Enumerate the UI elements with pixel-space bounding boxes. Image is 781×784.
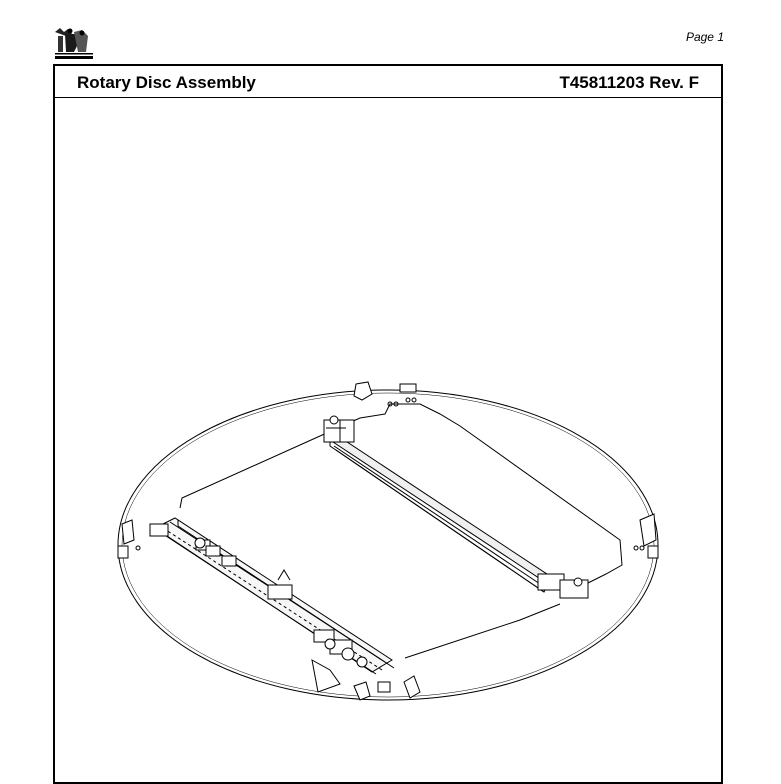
- title-bar: [55, 66, 721, 98]
- drawing-frame: [53, 64, 723, 784]
- part-number: T45811203 Rev. F: [559, 73, 699, 92]
- publisher-logo-icon: [52, 26, 96, 62]
- page-number: Page 1: [685, 30, 724, 44]
- assembly-title: Rotary Disc Assembly: [77, 73, 256, 92]
